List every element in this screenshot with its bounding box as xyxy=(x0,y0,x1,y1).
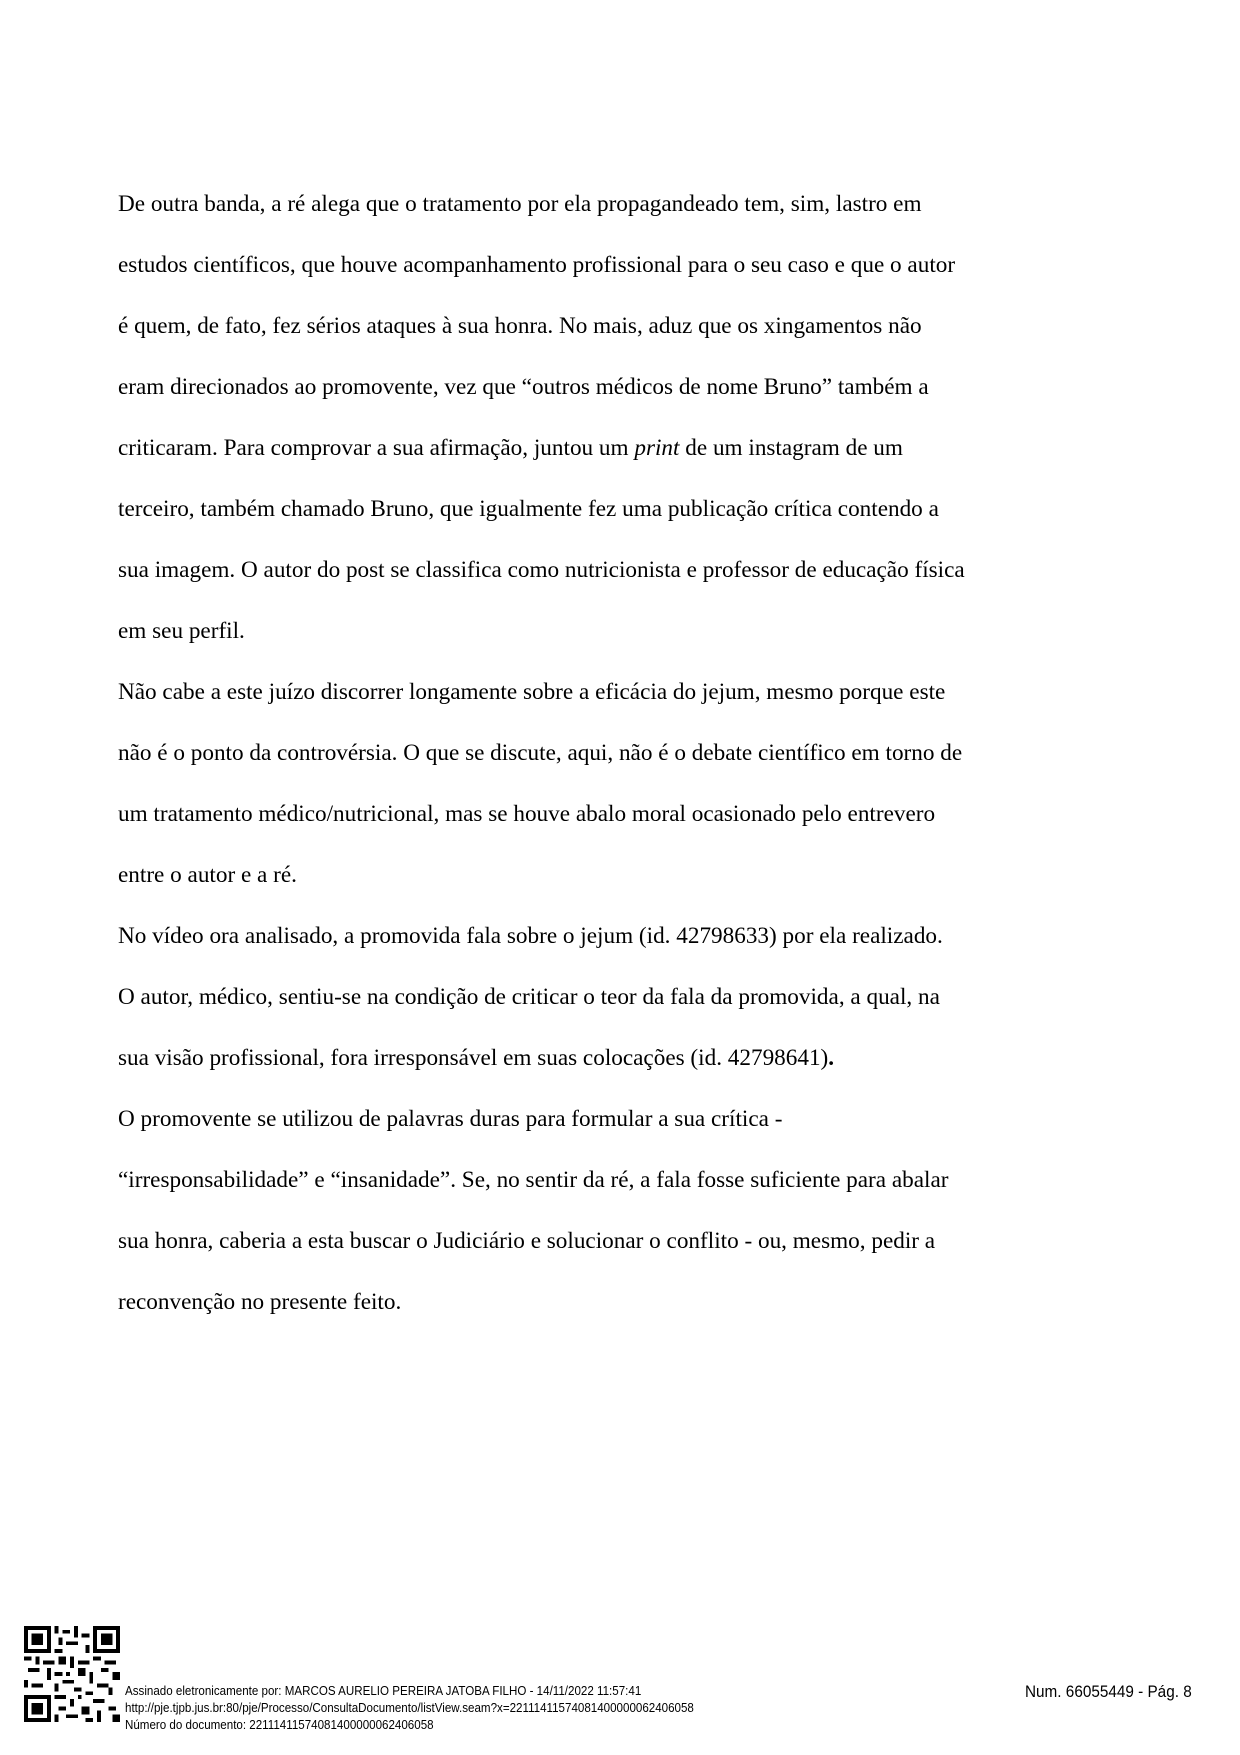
paragraph-3 xyxy=(118,920,1058,1103)
text-line: eram direcionados ao promovente, vez que “outros médicos de nome Bruno” também a xyxy=(118,374,929,400)
page-number: Num. 66055449 - Pág. 8 xyxy=(1025,1682,1192,1701)
text-line: estudos científicos, que houve acompanhamento profissional para o seu caso e que o autor xyxy=(118,252,956,278)
text-line: entre o autor e a ré. xyxy=(118,862,297,888)
document-body xyxy=(118,188,1058,1347)
text-line: é quem, de fato, fez sérios ataques à sua honra. No mais, aduz que os xingamentos não xyxy=(118,313,922,339)
document-number: Número do documento: 22111411574081400000062406058 xyxy=(125,1718,434,1732)
bold-period: . xyxy=(828,1045,835,1071)
paragraph-2 xyxy=(118,676,1058,920)
text-line: sua honra, caberia a esta buscar o Judiciário e solucionar o conflito - ou, mesmo, pedir a xyxy=(118,1228,936,1254)
text-line: De outra banda, a ré alega que o tratamento por ela propagandeado tem, sim, lastro em xyxy=(118,191,922,217)
text-line: em seu perfil. xyxy=(118,618,245,644)
text-line: um tratamento médico/nutricional, mas se houve abalo moral ocasionado pelo entrevero xyxy=(118,801,936,827)
text-line: sua imagem. O autor do post se classifica como nutricionista e professor de educação física xyxy=(118,557,965,583)
paragraph-4 xyxy=(118,1103,1058,1347)
signature-block xyxy=(125,1683,694,1734)
text-segment: criticaram. Para comprovar a sua afirmação, juntou um xyxy=(118,435,635,461)
qr-code-icon xyxy=(24,1626,120,1722)
text-line: O promovente se utilizou de palavras duras para formular a sua crítica - xyxy=(118,1106,783,1132)
document-url: http://pje.tjpb.jus.br:80/pje/Processo/ConsultaDocumento/listView.seam?x=22111411574081400000062406058 xyxy=(125,1701,694,1715)
text-segment: de um instagram de um xyxy=(679,435,903,461)
text-line: O autor, médico, sentiu-se na condição de criticar o teor da fala da promovida, a qual, na xyxy=(118,984,940,1010)
text-line: não é o ponto da controvérsia. O que se discute, aqui, não é o debate científico em torno de xyxy=(118,740,963,766)
text-line: Não cabe a este juízo discorrer longamente sobre a eficácia do jejum, mesmo porque este xyxy=(118,679,946,705)
paragraph-1 xyxy=(118,188,1058,676)
signed-by-text: Assinado eletronicamente por: MARCOS AURELIO PEREIRA JATOBA FILHO - 14/11/2022 11:57:41 xyxy=(125,1684,642,1698)
text-line: reconvenção no presente feito. xyxy=(118,1289,402,1315)
text-line: No vídeo ora analisado, a promovida fala sobre o jejum (id. 42798633) por ela realizado. xyxy=(118,923,943,949)
text-line: terceiro, também chamado Bruno, que igualmente fez uma publicação crítica contendo a xyxy=(118,496,939,522)
text-line: “irresponsabilidade” e “insanidade”. Se, no sentir da ré, a fala fosse suficiente para abalar xyxy=(118,1167,949,1193)
text-line xyxy=(118,432,1058,493)
italic-word: print xyxy=(634,435,680,461)
text-segment: sua visão profissional, fora irresponsável em suas colocações (id. 42798641) xyxy=(118,1045,829,1071)
text-line xyxy=(118,1042,1058,1103)
